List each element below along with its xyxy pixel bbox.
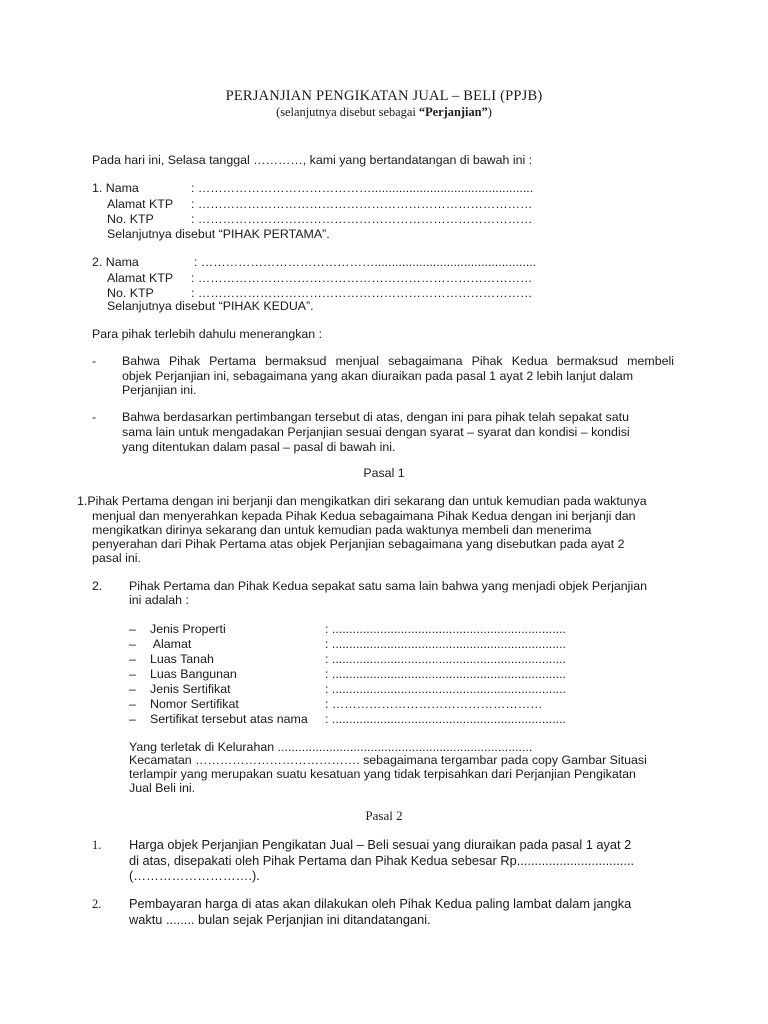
objek-label-luas-tanah: Luas Tanah <box>150 652 214 666</box>
objek-dash: – <box>129 697 136 711</box>
objek-value-luas-tanah: : .................................................................... <box>325 652 566 666</box>
subtitle-bold: “Perjanjian” <box>418 105 488 119</box>
pasal-2-heading: Pasal 2 <box>365 808 403 823</box>
party2-alamat-value: : ……………………………………………………………………… <box>191 271 533 285</box>
objek-value-atas-nama: : .................................................................... <box>325 712 566 726</box>
objek-label-luas-bangunan: Luas Bangunan <box>150 667 237 681</box>
objek-value-jenis-sertifikat: : .................................................................... <box>325 682 566 696</box>
party1-alamat-value: : ……………………………………………………………………… <box>191 197 533 211</box>
pasal1-ayat2-number: 2. <box>92 579 103 593</box>
objek-label-jenis-sertifikat: Jenis Sertifikat <box>150 682 231 696</box>
preamble-item-1-line-1: Bahwa Pihak Pertama bermaksud menjual sebagaimana Pihak Kedua bermaksud membeli <box>122 354 674 368</box>
objek-label-atas-nama: Sertifikat tersebut atas nama <box>150 712 308 726</box>
party1-disebut: Selanjutnya disebut “PIHAK PERTAMA”. <box>107 227 330 241</box>
party1-noktp-label: No. KTP <box>107 212 154 226</box>
pasal-1-heading: Pasal 1 <box>363 466 405 480</box>
lokasi-line-4: Jual Beli ini. <box>129 781 196 795</box>
pasal1-ayat1-line-2: menjual dan menyerahkan kepada Pihak Kedua sebagaimana Pihak Kedua dengan ini berjanji dan <box>92 509 636 523</box>
pasal1-ayat1-line-4: penyerahan dari Pihak Pertama atas objek Perjanjian sebagaimana yang disebutkan pada ayat 2 <box>92 537 625 551</box>
pasal2-ayat1-line-2: di atas, disepakati oleh Pihak Pertama dan Pihak Kedua sebesar Rp................................. <box>129 853 635 868</box>
objek-label-nomor-sertifikat: Nomor Sertifikat <box>150 697 239 711</box>
pasal2-ayat1-line-3: (……………………….). <box>129 868 260 883</box>
objek-dash: – <box>129 712 136 726</box>
pasal2-ayat1-number: 1. <box>92 838 102 852</box>
objek-value-nomor-sertifikat: : …………………………………………… <box>325 697 543 711</box>
party2-nama-label: 2. Nama <box>92 255 139 269</box>
party1-nama-label: 1. Nama <box>92 181 139 195</box>
preamble-item-2-line-2: sama lain untuk mengadakan Perjanjian sesuai dengan syarat – syarat dan kondisi – kondisi <box>122 425 630 439</box>
pasal1-ayat1-line-5: pasal ini. <box>92 551 141 565</box>
subtitle-suffix: ) <box>487 105 492 119</box>
lokasi-line-3: terlampir yang merupakan suatu kesatuan yang tidak terpisahkan dari Perjanjian Pengikatan <box>129 767 636 781</box>
party1-noktp-value: : ……………………………………………………………………… <box>191 212 533 226</box>
preamble-item-2-line-1: Bahwa berdasarkan pertimbangan tersebut di atas, dengan ini para pihak telah sepakat satu <box>122 410 629 424</box>
objek-dash: – <box>129 667 136 681</box>
pasal2-ayat2-line-2: waktu ........ bulan sejak Perjanjian ini ditandatangani. <box>129 912 431 927</box>
objek-label-alamat: Alamat <box>150 637 192 651</box>
pasal2-ayat1-line-1: Harga objek Perjanjian Pengikatan Jual – Beli sesuai yang diuraikan pada pasal 1 ayat 2 <box>129 837 632 852</box>
pasal2-ayat2-line-1: Pembayaran harga di atas akan dilakukan oleh Pihak Kedua paling lambat dalam jangka <box>129 896 632 911</box>
opening-sentence: Pada hari ini, Selasa tanggal …………, kami yang bertandatangan di bawah ini : <box>92 153 533 167</box>
objek-value-jenis-properti: : .................................................................... <box>325 622 566 636</box>
party2-alamat-label: Alamat KTP <box>107 271 174 285</box>
party2-disebut: Selanjutnya disebut “PIHAK KEDUA”. <box>107 299 314 313</box>
preamble-intro: Para pihak terlebih dahulu menerangkan : <box>92 327 323 341</box>
preamble-bullet-1: - <box>92 354 97 368</box>
preamble-item-2-line-3: yang ditentukan dalam pasal – pasal di bawah ini. <box>122 440 396 454</box>
objek-dash: – <box>129 682 136 696</box>
lokasi-line-2: Kecamatan …………………………………. sebagaimana tergambar pada copy Gambar Situasi <box>129 753 647 767</box>
party1-nama-value: : ……………………………………............................................... <box>191 181 534 195</box>
preamble-item-1-line-3: Perjanjian ini. <box>122 383 197 397</box>
preamble-item-1-line-2: objek Perjanjian ini, sebagaimana yang akan diuraikan pada pasal 1 ayat 2 lebih lanjut dalam <box>122 369 634 383</box>
objek-value-alamat: : .................................................................... <box>325 637 566 651</box>
document-title: PERJANJIAN PENGIKATAN JUAL – BELI (PPJB) <box>225 88 543 104</box>
objek-dash: – <box>129 637 136 651</box>
document-subtitle <box>0 105 768 120</box>
pasal2-ayat2-number: 2. <box>92 897 102 911</box>
preamble-bullet-2: - <box>92 410 97 424</box>
party2-nama-value: : ……………………………………............................................... <box>194 255 537 269</box>
pasal1-ayat1-line-3: mengikatkan dirinya sekarang dan untuk kemudian pada waktunya membeli dan menerima <box>92 523 592 537</box>
party2-noktp-value: : ……………………………………………………………………… <box>191 286 533 300</box>
objek-value-luas-bangunan: : .................................................................... <box>325 667 566 681</box>
objek-label-jenis-properti: Jenis Properti <box>150 622 226 636</box>
lokasi-line-1: Yang terletak di Kelurahan .......................................................................... <box>129 740 533 754</box>
party2-noktp-label: No. KTP <box>107 286 154 300</box>
subtitle-prefix: (selanjutnya disebut sebagai <box>276 105 419 119</box>
pasal1-ayat2-line-1: Pihak Pertama dan Pihak Kedua sepakat satu sama lain bahwa yang menjadi objek Perjanjian <box>129 579 647 593</box>
objek-dash: – <box>129 622 136 636</box>
objek-dash: – <box>129 652 136 666</box>
party1-alamat-label: Alamat KTP <box>107 197 174 211</box>
pasal1-ayat1-line-1: 1.Pihak Pertama dengan ini berjanji dan mengikatkan diri sekarang dan untuk kemudian pada waktunya <box>77 494 647 508</box>
pasal1-ayat2-line-2: ini adalah : <box>129 593 189 607</box>
